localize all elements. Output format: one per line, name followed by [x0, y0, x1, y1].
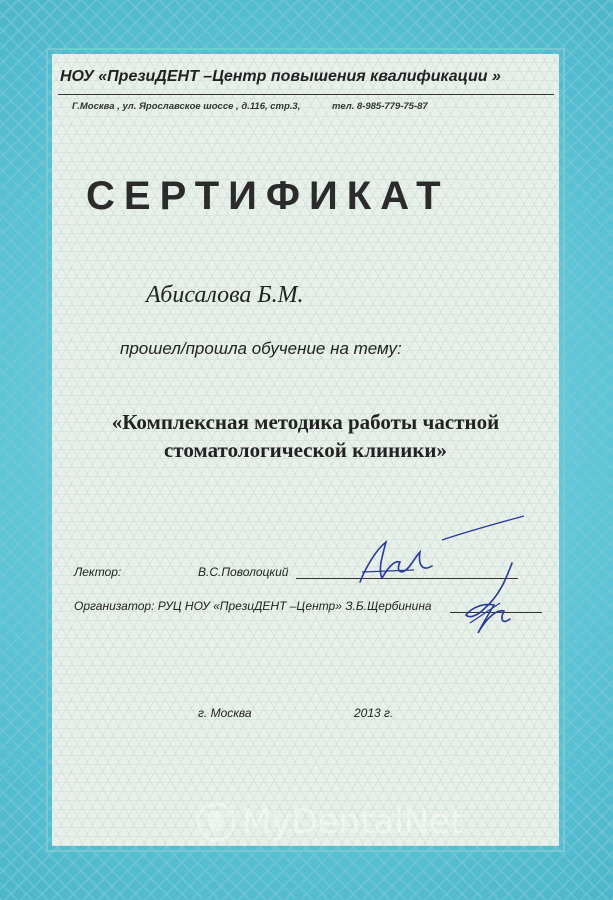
- course-topic-line-1: «Комплексная методика работы частной: [111, 410, 500, 434]
- certificate-body: [52, 54, 559, 846]
- completion-text: прошел/прошла обучение на тему:: [120, 339, 402, 358]
- lecturer-name: В.С.Поволоцкий: [198, 565, 289, 579]
- issue-year: 2013 г.: [354, 706, 394, 720]
- certificate-title: СЕРТИФИКАТ: [86, 174, 450, 218]
- recipient-name: Абисалова Б.М.: [146, 282, 304, 308]
- watermark-text: MyDentalNet: [242, 802, 464, 842]
- header-rule: [58, 94, 554, 95]
- organization-phone: тел. 8-985-779-75-87: [332, 101, 428, 112]
- issue-city: г. Москва: [198, 706, 252, 720]
- organization-name: НОУ «ПрезиДЕНТ –Центр повышения квалификации »: [60, 68, 501, 85]
- organizer-text: Организатор: РУЦ НОУ «ПрезиДЕНТ –Центр» З.Б.Щербинина: [74, 599, 432, 613]
- course-topic-line-2: стоматологической клиники»: [163, 438, 448, 462]
- organization-address: Г.Москва , ул. Ярославское шоссе , д.116, стр.3,: [72, 101, 301, 112]
- organizer-signature: [454, 559, 534, 639]
- lecturer-label: Лектор:: [74, 565, 122, 579]
- course-topic: [52, 408, 559, 464]
- tooth-icon: [196, 800, 236, 844]
